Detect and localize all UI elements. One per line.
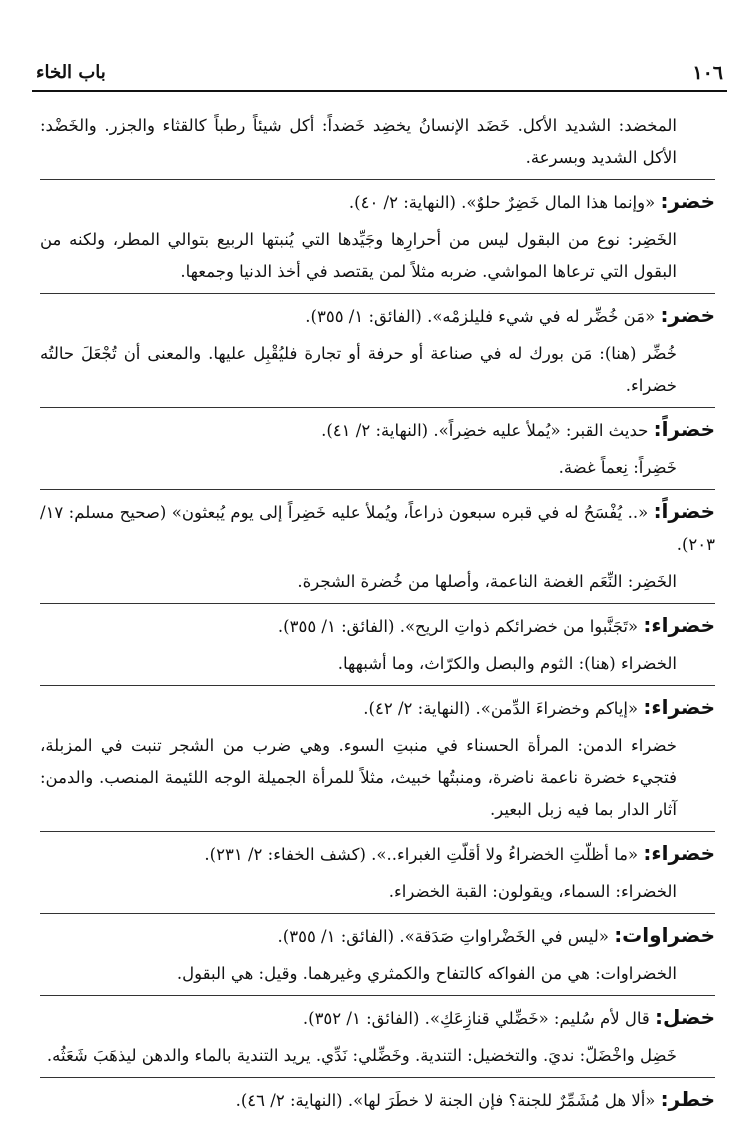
entry-headword: خضراً: [653, 417, 715, 441]
definition-text: الخضراء (هنا): الثوم والبصل والكرّاث، وما أشبهها. [337, 654, 677, 673]
definition-paragraph [40, 876, 715, 908]
entry-headword: خضراء: [643, 695, 715, 719]
entry-headword: خضراء: [643, 613, 715, 637]
hadith-text: «تَجَنَّبوا من خضرائكم ذواتِ الريح». (الفائق: ١/ ٣٥٥). [277, 617, 639, 636]
hadith-text: «ما أظلّتِ الخضراءُ ولا أقلّتِ الغبراء..». (كشف الخفاء: ٢/ ٢٣١). [204, 845, 639, 864]
entry-separator [40, 995, 715, 996]
definition-text: خَضِل واخْضَلّ: نديَ. والتخضيل: التندية. وخَضِّلي: نَدِّي. يريد التندية بالماء والدهن ليذهَبَ شَعَثُه. [46, 1046, 677, 1065]
definition-paragraph [40, 958, 715, 990]
definition-paragraph [40, 648, 715, 680]
definition-paragraph [40, 730, 715, 826]
hadith-text: «مَن خُضِّر له في شيء فليلزمْه». (الفائق: ١/ ٣٥٥). [305, 307, 656, 326]
entry-separator [40, 913, 715, 914]
entry-separator [40, 407, 715, 408]
hadith-text: «.. يُفْسَحُ له في قبره سبعون ذراعاً، ويُملأ عليه خَضِراً إلى يوم يُبعثون» (صحيح مسلم: ١٧/ ٢٠٣). [40, 503, 715, 554]
hadith-entry [40, 837, 715, 871]
definition-text: خضراء الدمن: المرأة الحسناء في منبتِ السوء. وهي ضرب من الشجر تنبت في المزبلة، فتجيء خضرة ناعمة ناضرة، ومنبتُها خبيث، مثلاً للمرأة الجميلة الوجه اللئيمة المنصب. والدمن: آثار الدار بما فيه زبل البعير. [40, 736, 677, 819]
hadith-entry [40, 413, 715, 447]
entry-headword: خضر: [660, 303, 715, 327]
hadith-entry [40, 609, 715, 643]
entry-headword: خضر: [660, 189, 715, 213]
entry-headword: خضل: [655, 1005, 715, 1029]
hadith-text: «إياكم وخضراءَ الدِّمن». (النهاية: ٢/ ٤٢). [363, 699, 639, 718]
entry-headword: خضراء: [643, 841, 715, 865]
entry-separator [40, 293, 715, 294]
page-number: ١٠٦ [692, 62, 723, 84]
chapter-title: باب الخاء [36, 62, 106, 83]
entry-separator [40, 603, 715, 604]
definition-paragraph [40, 1040, 715, 1072]
hadith-entry [40, 185, 715, 219]
entry-separator [40, 831, 715, 832]
hadith-entry [40, 495, 715, 561]
entry-headword: خطر: [660, 1087, 715, 1111]
definition-text: خُضِّر (هنا): مَن بورك له في صناعة أو حرفة أو تجارة فليُقْبِل عليها. والمعنى أن تُجْعَلَ حالتُه خضراء. [40, 344, 677, 395]
entry-separator [40, 179, 715, 180]
definition-text: الخَضِر: نوع من البقول ليس من أحرارِها وجَيِّدها التي يُنبتها الربيع بتوالي المطر، ولكنه من البقول التي ترعاها المواشي. ضربه مثلاً لمن يقتصد في أخذ الدنيا وجمعها. [40, 230, 677, 281]
definition-paragraph [40, 566, 715, 598]
definition-text: الخضراء: السماء، ويقولون: القبة الخضراء. [388, 882, 677, 901]
hadith-entry [40, 1001, 715, 1035]
page-header [32, 54, 727, 92]
hadith-text: «ليس في الخَضْراواتِ صَدَقة». (الفائق: ١/ ٣٥٥). [277, 927, 609, 946]
hadith-entry [40, 1083, 715, 1117]
definition-text: الخضراوات: هي من الفواكه كالتفاح والكمثري وغيرهما. وقيل: هي البقول. [176, 964, 677, 983]
definition-paragraph [40, 338, 715, 402]
hadith-entry [40, 691, 715, 725]
hadith-entry [40, 919, 715, 953]
definition-paragraph [40, 224, 715, 288]
definition-text: المخضد: الشديد الأكل. خَضَد الإنسانُ يخضِد خَضداً: أكل شيئاً رطباً كالقثاء والجزر. والخَضْد: الأكل الشديد وبسرعة. [40, 116, 677, 167]
entry-separator [40, 1077, 715, 1078]
hadith-entry [40, 299, 715, 333]
definition-text: الخَضِر: النِّعَم الغضة الناعمة، وأصلها من خُضرة الشجرة. [297, 572, 677, 591]
entry-headword: خضراً: [653, 499, 715, 523]
definition-paragraph [40, 452, 715, 484]
definition-text: خَضِراً: نِعماً غضة. [558, 458, 677, 477]
definition-paragraph [40, 110, 715, 174]
dictionary-body [40, 110, 715, 1122]
entry-headword: خضراوات: [614, 923, 715, 947]
hadith-text: «ألا هل مُشَمِّرٌ للجنة؟ فإن الجنة لا خطَرَ لها». (النهاية: ٢/ ٤٦). [235, 1091, 656, 1110]
hadith-text: حديث القبر: «يُملأ عليه خضِراً». (النهاية: ٢/ ٤١). [321, 421, 649, 440]
hadith-text: قال لأم سُليم: «خَضِّلي قنازِعَكِ». (الفائق: ١/ ٣٥٢). [302, 1009, 650, 1028]
entry-separator [40, 489, 715, 490]
hadith-text: «وإنما هذا المال خَضِرٌ حلوٌ». (النهاية: ٢/ ٤٠). [348, 193, 656, 212]
entry-separator [40, 685, 715, 686]
